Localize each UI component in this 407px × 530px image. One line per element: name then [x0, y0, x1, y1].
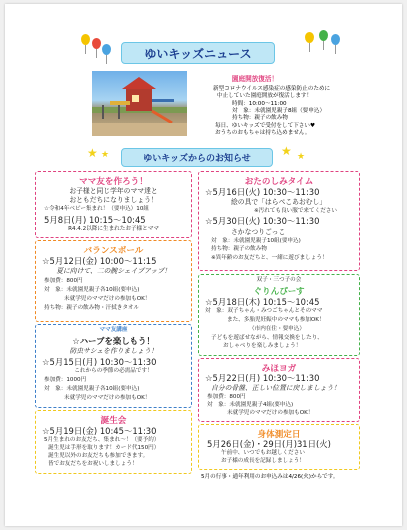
- balloon-icon: [81, 34, 90, 45]
- notice-line: 持ち物：親子の飲み物: [232, 115, 288, 121]
- event-card-miho-yoga: [198, 358, 360, 422]
- event-line: 対 象：未就園児親子各10組(要申込): [44, 386, 140, 392]
- event-tag: ママ友講座: [99, 327, 128, 333]
- star-icon: ★: [281, 144, 292, 158]
- event-card-measure: [198, 424, 360, 470]
- event-line: おしゃべりを楽しみましょう！: [223, 343, 302, 349]
- event-line: 誕生児以外のお友だちも参加できます。: [48, 453, 149, 459]
- event-card-mama-tomo: [35, 171, 192, 238]
- notice-line: 対 象：未就園児親子8組（要申込）: [232, 108, 326, 114]
- star-icon: ★: [101, 150, 110, 160]
- event-line: 未就学児のママだけの参加もOK！: [64, 296, 151, 302]
- event-date: 5月26日(金)・29日(月)31日(火): [207, 439, 331, 449]
- balloon-icon: [102, 44, 111, 55]
- event-line: （市内在住・要申込）: [249, 326, 305, 332]
- event-line: また、多胎児妊娠中のママも参加OK！: [227, 317, 325, 323]
- event-date: ☆5月22日(月) 10:30～11:30: [205, 373, 320, 383]
- event-title: みほヨガ: [261, 364, 297, 374]
- balloon-icon: [92, 38, 101, 49]
- notice-line: 毎日、ゆいキッズで受付をして下さい♥: [215, 123, 315, 129]
- event-line: 参加費：1000円: [44, 377, 87, 383]
- event-line: 午前中、いつでもお越しください: [221, 450, 305, 456]
- event-date: ☆5月30日(火) 10:30～11:30: [205, 216, 320, 226]
- event-line: 自分の骨盤、正しい位置に戻しましょう！: [211, 384, 341, 392]
- event-line: 絵の具で「はらぺこあおむし」: [231, 198, 327, 206]
- event-title: 誕生会: [100, 416, 127, 426]
- event-line: 防虫サシェを作りましょう！: [69, 347, 158, 355]
- event-line: 未就学児のママだけの参加もOK！: [64, 395, 151, 401]
- event-line: おともだちになりましょう！: [69, 196, 158, 204]
- newsletter-page: [5, 4, 402, 526]
- event-title: ☆ハーブを楽しもう！: [72, 336, 155, 346]
- event-line: 皆でお友だちをお祝いしましょう！: [48, 461, 138, 467]
- event-tag: 双子・三つ子の会: [256, 277, 302, 283]
- star-icon: ★: [297, 152, 306, 162]
- notice-line: 新型コロナウイルス感染症の感染防止のために: [213, 86, 331, 92]
- playground-photo: [92, 71, 187, 136]
- event-line: お子様の成長を記録しましょう！: [221, 458, 305, 464]
- event-card-herb: [35, 324, 192, 408]
- event-date: ☆5月12日(金) 10:00～11:15: [42, 256, 157, 266]
- star-icon: ★: [87, 146, 98, 160]
- event-line: 対 象：未就園児親子4組(要申込): [207, 402, 294, 408]
- event-card-gurupi: [198, 274, 360, 356]
- event-line: ☆令和4年ベビー集まれ！（要申込）10組: [44, 206, 149, 212]
- event-title: ママ友を作ろう！: [79, 177, 148, 187]
- event-title: ぐりんぴーす: [253, 287, 305, 297]
- event-line: 対 象：未就園児親子10組(要申込): [211, 238, 301, 244]
- event-line: 持ち物：親子の飲み物・汗拭きタオル: [44, 305, 140, 311]
- event-line: ※汚れても良い服で来てください: [254, 208, 337, 214]
- event-title: おたのしみタイム: [244, 177, 314, 187]
- event-title: バランスボール: [83, 246, 144, 256]
- event-date: ☆5月15日(月) 10:30～11:30: [42, 357, 157, 367]
- event-title: 身体測定日: [257, 430, 301, 440]
- notice-line: おうちのおもちゃは持ち込めません。: [215, 130, 311, 136]
- page-title: ゆいキッズニュース: [121, 42, 275, 64]
- balloon-icon: [305, 32, 314, 43]
- event-card-birthday: [35, 410, 192, 474]
- notice-title: 園庭開放復活！: [231, 75, 279, 83]
- event-card-balance-ball: [35, 240, 192, 322]
- event-line: これからの季節の必需品です！: [74, 368, 153, 374]
- notice-line: 中止していた園庭開放が復活します！: [217, 93, 313, 99]
- event-line: ※異年齢のお友だちと、一緒に遊びましょう！: [211, 255, 328, 261]
- footer-note: 5月の行事・通年利用のお申込みは4/26(火)からです。: [201, 474, 339, 480]
- event-date: ☆5月19日(金) 10:45～11:30: [42, 426, 157, 436]
- section-banner: ゆいキッズからのお知らせ: [121, 148, 273, 167]
- event-line: お子様と同じ学年のママ達と: [69, 187, 158, 195]
- event-line: さかなつりごっこ: [231, 228, 286, 236]
- event-line: 夏に向けて、二の腕シェイプアップ！: [56, 267, 171, 275]
- notice-line: 時間：10:00～11:00: [232, 101, 287, 107]
- event-date: 5月8日(月) 10:15～10:45: [44, 215, 146, 225]
- event-line: 未就学児のママだけの参加もOK！: [227, 410, 314, 416]
- event-line: 子どもを遊ばせながら、情報交換をしたり、: [211, 335, 323, 341]
- event-line: 参加費：800円: [207, 394, 246, 400]
- balloon-icon: [319, 30, 328, 41]
- event-line: 対 象：未就園児親子各10組(要申込): [44, 287, 140, 293]
- balloon-icon: [331, 34, 340, 45]
- event-line: 参加費：800円: [44, 278, 83, 284]
- event-line: 誕生児は手形を取ります！カード代150円）: [48, 445, 160, 451]
- event-line: 対 象：双子ちゃん・みつごちゃんとそのママ: [205, 308, 323, 314]
- event-line: R4.4.2以降に生まれたお子様とママ: [68, 226, 159, 232]
- event-line: 5月生まれのお友だち、集まれ～！（要予約）: [44, 437, 160, 443]
- event-date: ☆5月18日(木) 10:15～10:45: [205, 297, 320, 307]
- event-date: ☆5月16日(火) 10:30～11:30: [205, 187, 320, 197]
- event-card-ohanashi: [198, 171, 360, 271]
- event-line: 持ち物：親子の飲み物: [211, 246, 267, 252]
